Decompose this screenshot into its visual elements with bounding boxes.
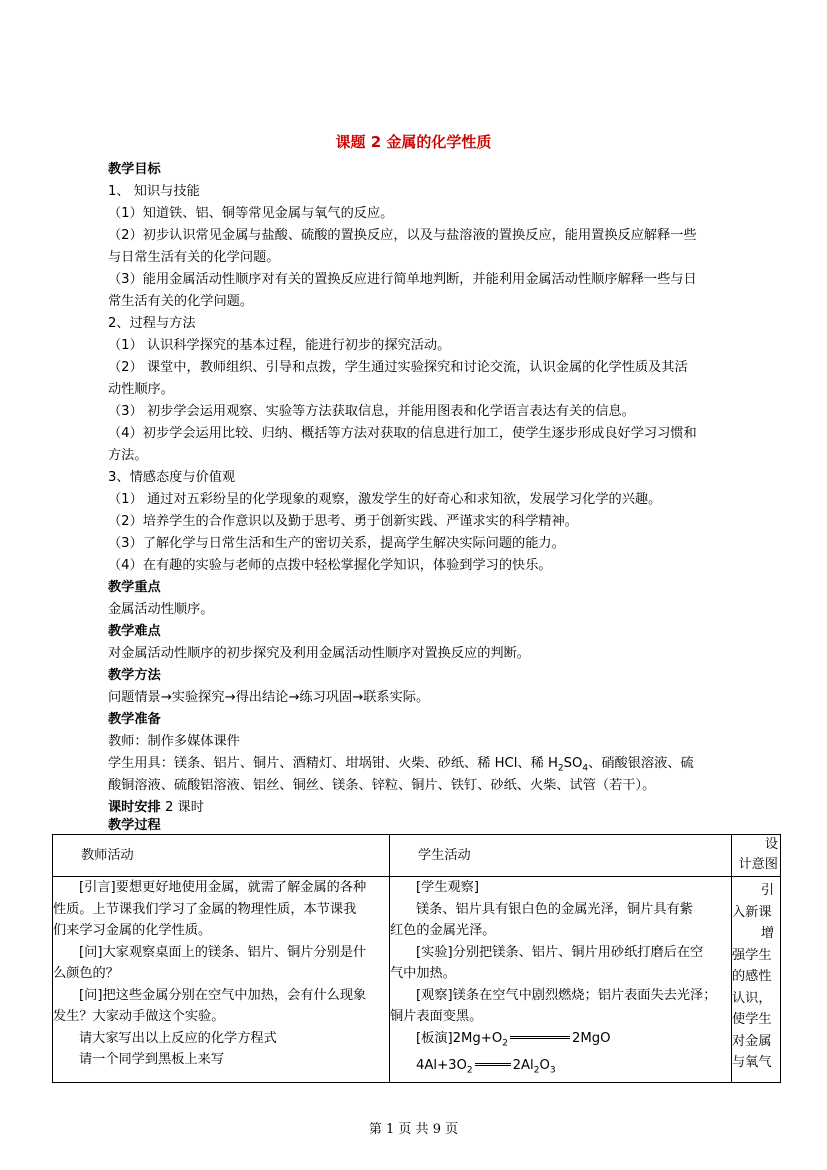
prep-student-a-part3: 、硝酸银溶液、硫 <box>588 756 694 771</box>
equation-2 <box>390 1055 731 1082</box>
objective-k3-3: （3）了解化学与日常生活和生产的密切关系，提高学生解决实际问题的能力。 <box>108 536 565 551</box>
key-point-text: 金属活动性顺序。 <box>108 602 214 617</box>
table-row <box>53 877 781 1083</box>
teacher-line: 性质。上节课我们学习了金属的物理性质，本节课我 <box>53 901 357 917</box>
prep-teacher: 教师：制作多媒体课件 <box>108 734 240 749</box>
teacher-line: 么颜色的？ <box>53 966 119 981</box>
design-line: 强学生 <box>732 947 772 963</box>
objective-k2-4a: （4）初步学会运用比较、归纳、概括等方法对获取的信息进行加工，使学生逐步形成良好学习习惯和 <box>108 426 697 441</box>
objective-k1-1: （1）知道铁、铝、铜等常见金属与氧气的反应。 <box>108 206 394 221</box>
schedule-heading: 课时安排 <box>108 800 161 815</box>
student-line: [实验]分别把镁条、铝片、铜片用砂纸打磨后在空 <box>416 944 704 960</box>
method-heading: 教学方法 <box>108 668 161 683</box>
header-design-a: 设 <box>764 837 778 852</box>
teacher-line: [引言]要想更好地使用金属，就需了解金属的各种 <box>79 880 367 895</box>
objective-k3: 3、情感态度与价值观 <box>108 470 236 485</box>
eq1-product: 2MgO <box>571 1030 611 1046</box>
difficulty-text: 对金属活动性顺序的初步探究及利用金属活动性顺序对置换反应的判断。 <box>108 646 530 661</box>
teacher-line: [问]大家观察桌面上的镁条、铝片、铜片分别是什 <box>79 944 367 960</box>
design-line: 对金属 <box>732 1033 772 1049</box>
design-line: 引 <box>760 883 774 898</box>
header-student: 学生活动 <box>390 835 732 877</box>
schedule-line <box>108 798 204 818</box>
student-line: [学生观察] <box>416 880 480 895</box>
eq2-sub: 2 <box>466 1065 473 1076</box>
teacher-line: 请一个同学到黑板上来写 <box>79 1052 225 1067</box>
objective-k3-2: （2）培养学生的合作意识以及勤于思考、勇于创新实践、严谨求实的科学精神。 <box>108 514 578 529</box>
method-text: 问题情景→实验探究→得出结论→练习巩固→联系实际。 <box>108 690 430 705</box>
objective-k1: 1、 知识与技能 <box>108 184 200 199</box>
key-point-heading: 教学重点 <box>108 580 161 595</box>
objective-k2-2b: 动性顺序。 <box>108 382 174 397</box>
page-title: 课题 2 金属的化学性质 <box>335 133 492 151</box>
objective-k2: 2、过程与方法 <box>108 316 196 331</box>
equation-1 <box>390 1028 731 1055</box>
teacher-activity-cell <box>53 877 390 1083</box>
teacher-line: 请大家写出以上反应的化学方程式 <box>79 1030 277 1046</box>
prep-student-a <box>108 754 694 779</box>
difficulty-heading: 教学难点 <box>108 624 161 639</box>
design-line: 增 <box>760 926 774 941</box>
page-footer: 第 1 页 共 9 页 <box>368 1122 459 1137</box>
eq2-sub-b: 2 <box>533 1065 540 1076</box>
student-line: [观察]镁条在空气中剧烈燃烧；铝片表面失去光泽； <box>416 987 717 1003</box>
student-line: 红色的金属光泽。 <box>390 923 496 938</box>
prep-student-b: 酸铜溶液、硫酸铝溶液、铝丝、铜丝、镁条、锌粒、铜片、铁钉、砂纸、火柴、试管（若干）。 <box>108 778 656 793</box>
objective-k3-1: （1） 通过对五彩纷呈的化学现象的观察，激发学生的好奇心和求知欲，发展学习化学的兴趣。 <box>108 492 662 507</box>
objective-k1-3a: （3）能用金属活动性顺序对有关的置换反应进行简单地判断，并能利用金属活动性顺序解释一些与日 <box>108 272 697 287</box>
teacher-line: [问]把这些金属分别在空气中加热，会有什么现象 <box>79 987 367 1003</box>
process-heading: 教学过程 <box>108 818 161 833</box>
eq2-sub-c: 3 <box>549 1065 556 1076</box>
student-line: 气中加热。 <box>390 966 456 981</box>
schedule-value: 2 课时 <box>164 800 204 815</box>
eq2-arrow <box>475 1063 511 1066</box>
objective-k2-3: （3） 初步学会运用观察、实验等方法获取信息，并能用图表和化学语言表达有关的信息。 <box>108 404 635 419</box>
objective-k1-2a: （2）初步认识常见金属与盐酸、硫酸的置换反应，以及与盐溶液的置换反应，能用置换反应解释一些 <box>108 228 697 243</box>
design-line: 与氧气 <box>732 1055 772 1070</box>
teacher-line: 发生？大家动手做这个实验。 <box>53 1009 225 1024</box>
objective-k2-1: （1） 认识科学探究的基本过程，能进行初步的探究活动。 <box>108 338 451 353</box>
prep-student-a-part2: SO <box>563 756 583 771</box>
student-line: 镁条、铝片具有银白色的金属光泽，铜片具有紫 <box>416 901 693 917</box>
eq1-sub: 2 <box>502 1038 508 1049</box>
prep-student-a-sub1: 2 <box>557 763 564 774</box>
prep-student-a-part1: 学生用具：镁条、铝片、铜片、酒精灯、坩埚钳、火柴、砂纸、稀 HCl、稀 H <box>108 756 558 771</box>
eq2-product-a: 2Al <box>512 1057 534 1073</box>
eq2-left: 4Al+3O <box>416 1057 467 1073</box>
student-activity-cell <box>390 877 732 1083</box>
header-teacher: 教师活动 <box>53 835 390 877</box>
eq1-left: [板演]2Mg+O <box>416 1030 503 1046</box>
design-line: 的感性 <box>732 969 772 984</box>
objectives-heading: 教学目标 <box>108 162 161 177</box>
design-line: 使学生 <box>732 1012 772 1027</box>
table-header-row <box>53 835 781 877</box>
process-table <box>52 834 781 1083</box>
eq2-product-b: O <box>539 1057 550 1073</box>
objective-k2-2a: （2） 课堂中，教师组织、引导和点拨，学生通过实验探究和讨论交流，认识金属的化学性质及其活 <box>108 360 688 375</box>
header-design <box>732 835 781 877</box>
design-intent-cell <box>732 877 781 1083</box>
teacher-line: 们来学习金属的化学性质。 <box>53 923 212 938</box>
prep-student-a-sub2: 4 <box>582 763 589 774</box>
design-line: 认识， <box>732 990 772 1006</box>
header-design-b: 计意图 <box>738 857 778 872</box>
objective-k3-4: （4）在有趣的实验与老师的点拨中轻松掌握化学知识，体验到学习的快乐。 <box>108 558 552 573</box>
eq1-arrow <box>510 1036 570 1039</box>
objective-k1-2b: 与日常生活有关的化学问题。 <box>108 250 280 265</box>
design-line: 入新课 <box>732 904 772 920</box>
objective-k1-3b: 常生活有关的化学问题。 <box>108 294 254 309</box>
student-line: 铜片表面变黑。 <box>390 1009 483 1024</box>
prep-heading: 教学准备 <box>108 712 161 727</box>
objective-k2-4b: 方法。 <box>108 448 148 463</box>
